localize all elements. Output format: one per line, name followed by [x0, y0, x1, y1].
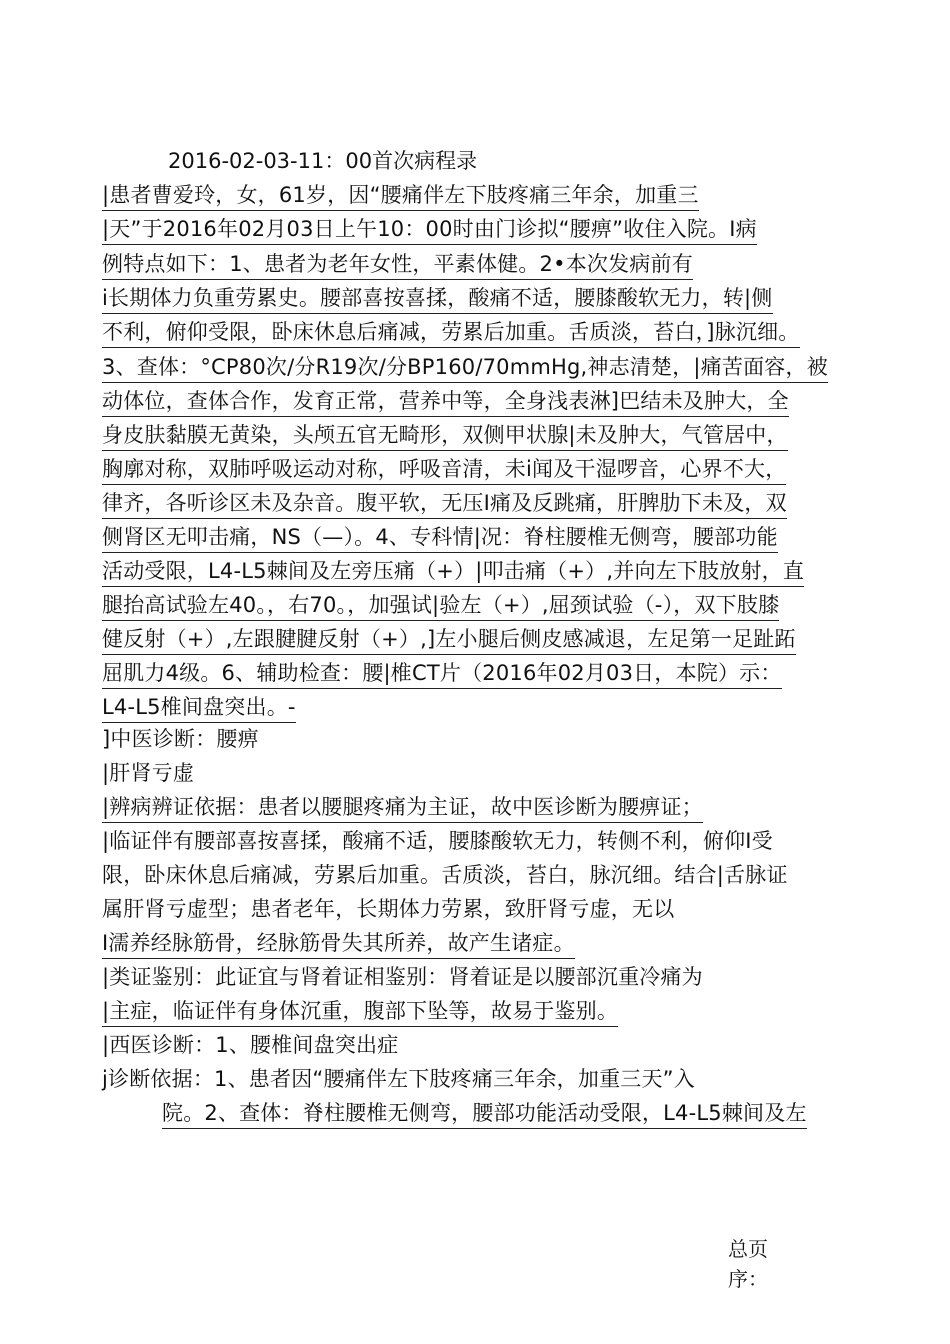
record-line-5: 不利，俯仰受限，卧床休息后痛减，劳累后加重。舌质淡，苔白，]脉沉细。	[102, 319, 800, 348]
record-line-19: |辨病辨证依据：患者以腰腿疼痛为主证，故中医诊断为腰痹证；	[102, 794, 703, 823]
record-line-4: i长期体力负重劳累史。腰部喜按喜揉，酸痛不适，腰膝酸软无力，转|侧	[102, 285, 773, 314]
record-line-7: 动体位，查体合作，发育正常，营养中等，全身浅表淋]巴结未及肿大，全	[102, 388, 789, 417]
tcm-diagnosis: ]中医诊断：腰痹	[102, 727, 259, 751]
record-line-1: |患者曹爱玲，女，61岁，因“腰痛伴左下肢疼痛三年余，加重三	[102, 182, 699, 211]
record-line-13: 腿抬高试验左40。，右70。，加强试|验左（+）,屈颈试验（-），双下肢膝	[102, 592, 779, 621]
record-line-28: 院。2、查体：脊柱腰椎无侧弯，腰部功能活动受限，L4-L5棘间及左	[162, 1100, 807, 1129]
record-line-21: 限，卧床休息后痛减，劳累后加重。舌质淡，苔白，脉沉细。结合|舌脉证	[102, 863, 788, 887]
record-line-23: I濡养经脉筋骨，经脉筋骨失其所养，故产生诸症。	[102, 930, 575, 959]
page-footer	[728, 1234, 768, 1294]
record-line-12: 活动受限，L4-L5棘间及左旁压痛（+）|叩击痛（+）,并向左下肢放射，直	[102, 558, 804, 587]
record-line-10: 律齐，各听诊区未及杂音。腹平软，无压I痛及反跳痛，肝脾肋下未及，双	[102, 490, 787, 519]
record-line-20: |临证伴有腰部喜按喜揉，酸痛不适，腰膝酸软无力，转侧不利，俯仰I受	[102, 829, 773, 853]
footer-total-pages: 总页	[728, 1237, 768, 1261]
record-line-6: 3、查体：°CP80次/分R19次/分BP160/70mmHg,神志清楚，|痛苦面容，被	[102, 354, 828, 383]
record-line-9: 胸廓对称，双肺呼吸运动对称，呼吸音清，未i闻及干湿啰音，心界不大，	[102, 456, 786, 485]
footer-page-order: 序：	[728, 1267, 768, 1291]
record-line-14: 健反射（+）,左跟腱腱反射（+）,]左小腿后侧皮感减退，左足第一足趾跖	[102, 626, 796, 655]
western-diagnosis: |西医诊断：1、腰椎间盘突出症	[102, 1033, 399, 1057]
record-line-8: 身皮肤黏膜无黄染，头颅五官无畸形，双侧甲状腺|未及肿大，气管居中，	[102, 422, 788, 451]
record-line-22: 属肝肾亏虚型；患者老年，长期体力劳累，致肝肾亏虚，无以	[102, 897, 675, 921]
record-line-16: L4-L5椎间盘突出。-	[102, 694, 296, 723]
record-line-24: |类证鉴别：此证宜与肾着证相鉴别：肾着证是以腰部沉重冷痛为	[102, 965, 703, 989]
record-line-25: |主症，临证伴有身体沉重，腹部下坠等，故易于鉴别。	[102, 998, 618, 1027]
record-title: 2016-02-03-11：00首次病程录	[168, 149, 478, 173]
record-line-11: 侧肾区无叩击痛，NS（—）。4、专科情|况：脊柱腰椎无侧弯，腰部功能	[102, 524, 778, 553]
record-line-3: 例特点如下：1、患者为老年女性，平素体健。2•本次发病前有	[102, 251, 693, 280]
record-line-2: |天”于2016年02月03日上午10：00时由门诊拟“腰痹”收住入院。I病	[102, 216, 757, 245]
record-line-27: j诊断依据：1、患者因“腰痛伴左下肢疼痛三年余，加重三天”入	[102, 1067, 695, 1091]
record-line-15: 屈肌力4级。6、辅助检查：腰|椎CT片（2016年02月03日，本院）示：	[102, 660, 782, 689]
tcm-syndrome: |肝肾亏虚	[102, 761, 195, 785]
